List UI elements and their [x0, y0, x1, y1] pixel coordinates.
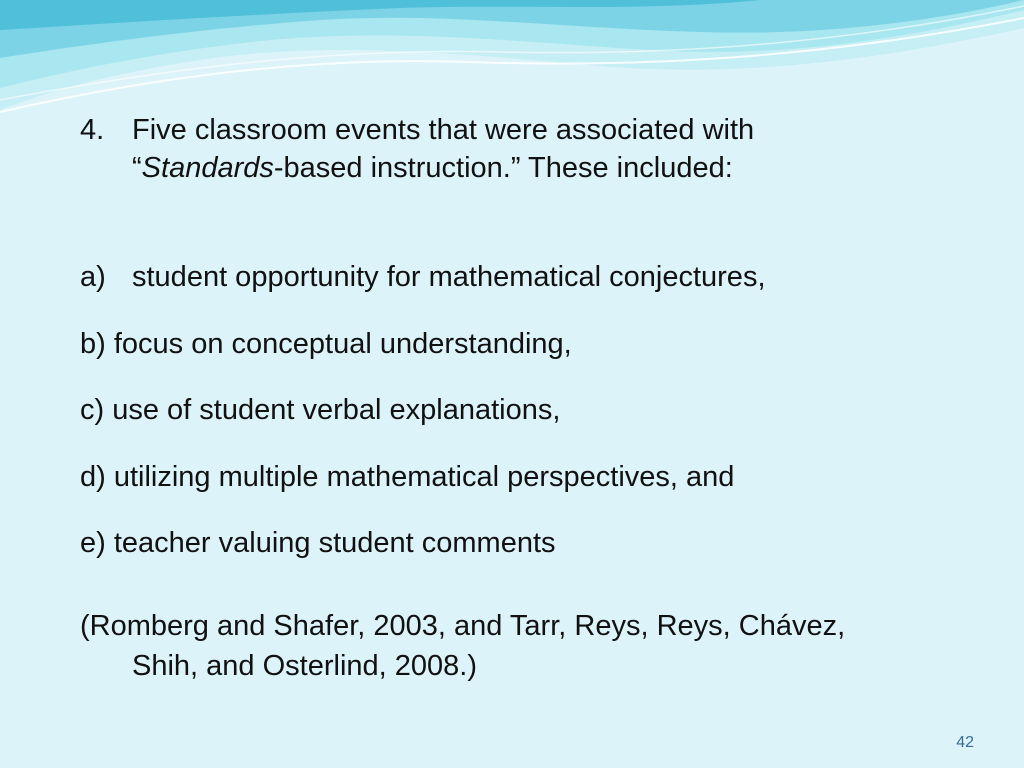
item-a-label: a): [80, 261, 106, 293]
point-line-1: Five classroom events that were associated with: [132, 114, 755, 146]
citation-line-2: Shih, and Osterlind, 2008.): [132, 650, 477, 682]
point-number: 4.: [80, 114, 105, 146]
item-e-text: e) teacher valuing student comments: [80, 527, 556, 559]
point-line-2: [132, 149, 733, 187]
item-c-text: c) use of student verbal explanations,: [80, 394, 561, 426]
open-quote: “: [132, 152, 142, 184]
item-d-text: d) utilizing multiple mathematical perspectives, and: [80, 461, 735, 493]
slide-page-number: 42: [956, 734, 974, 751]
point-line-2-rest: -based instruction.” These included:: [273, 152, 733, 184]
item-b-text: b) focus on conceptual understanding,: [80, 328, 572, 360]
citation-line-1: (Romberg and Shafer, 2003, and Tarr, Reys, Reys, Chávez,: [80, 610, 846, 642]
item-a-text: student opportunity for mathematical conjectures,: [132, 261, 766, 293]
standards-emphasis: Standards: [141, 152, 274, 184]
